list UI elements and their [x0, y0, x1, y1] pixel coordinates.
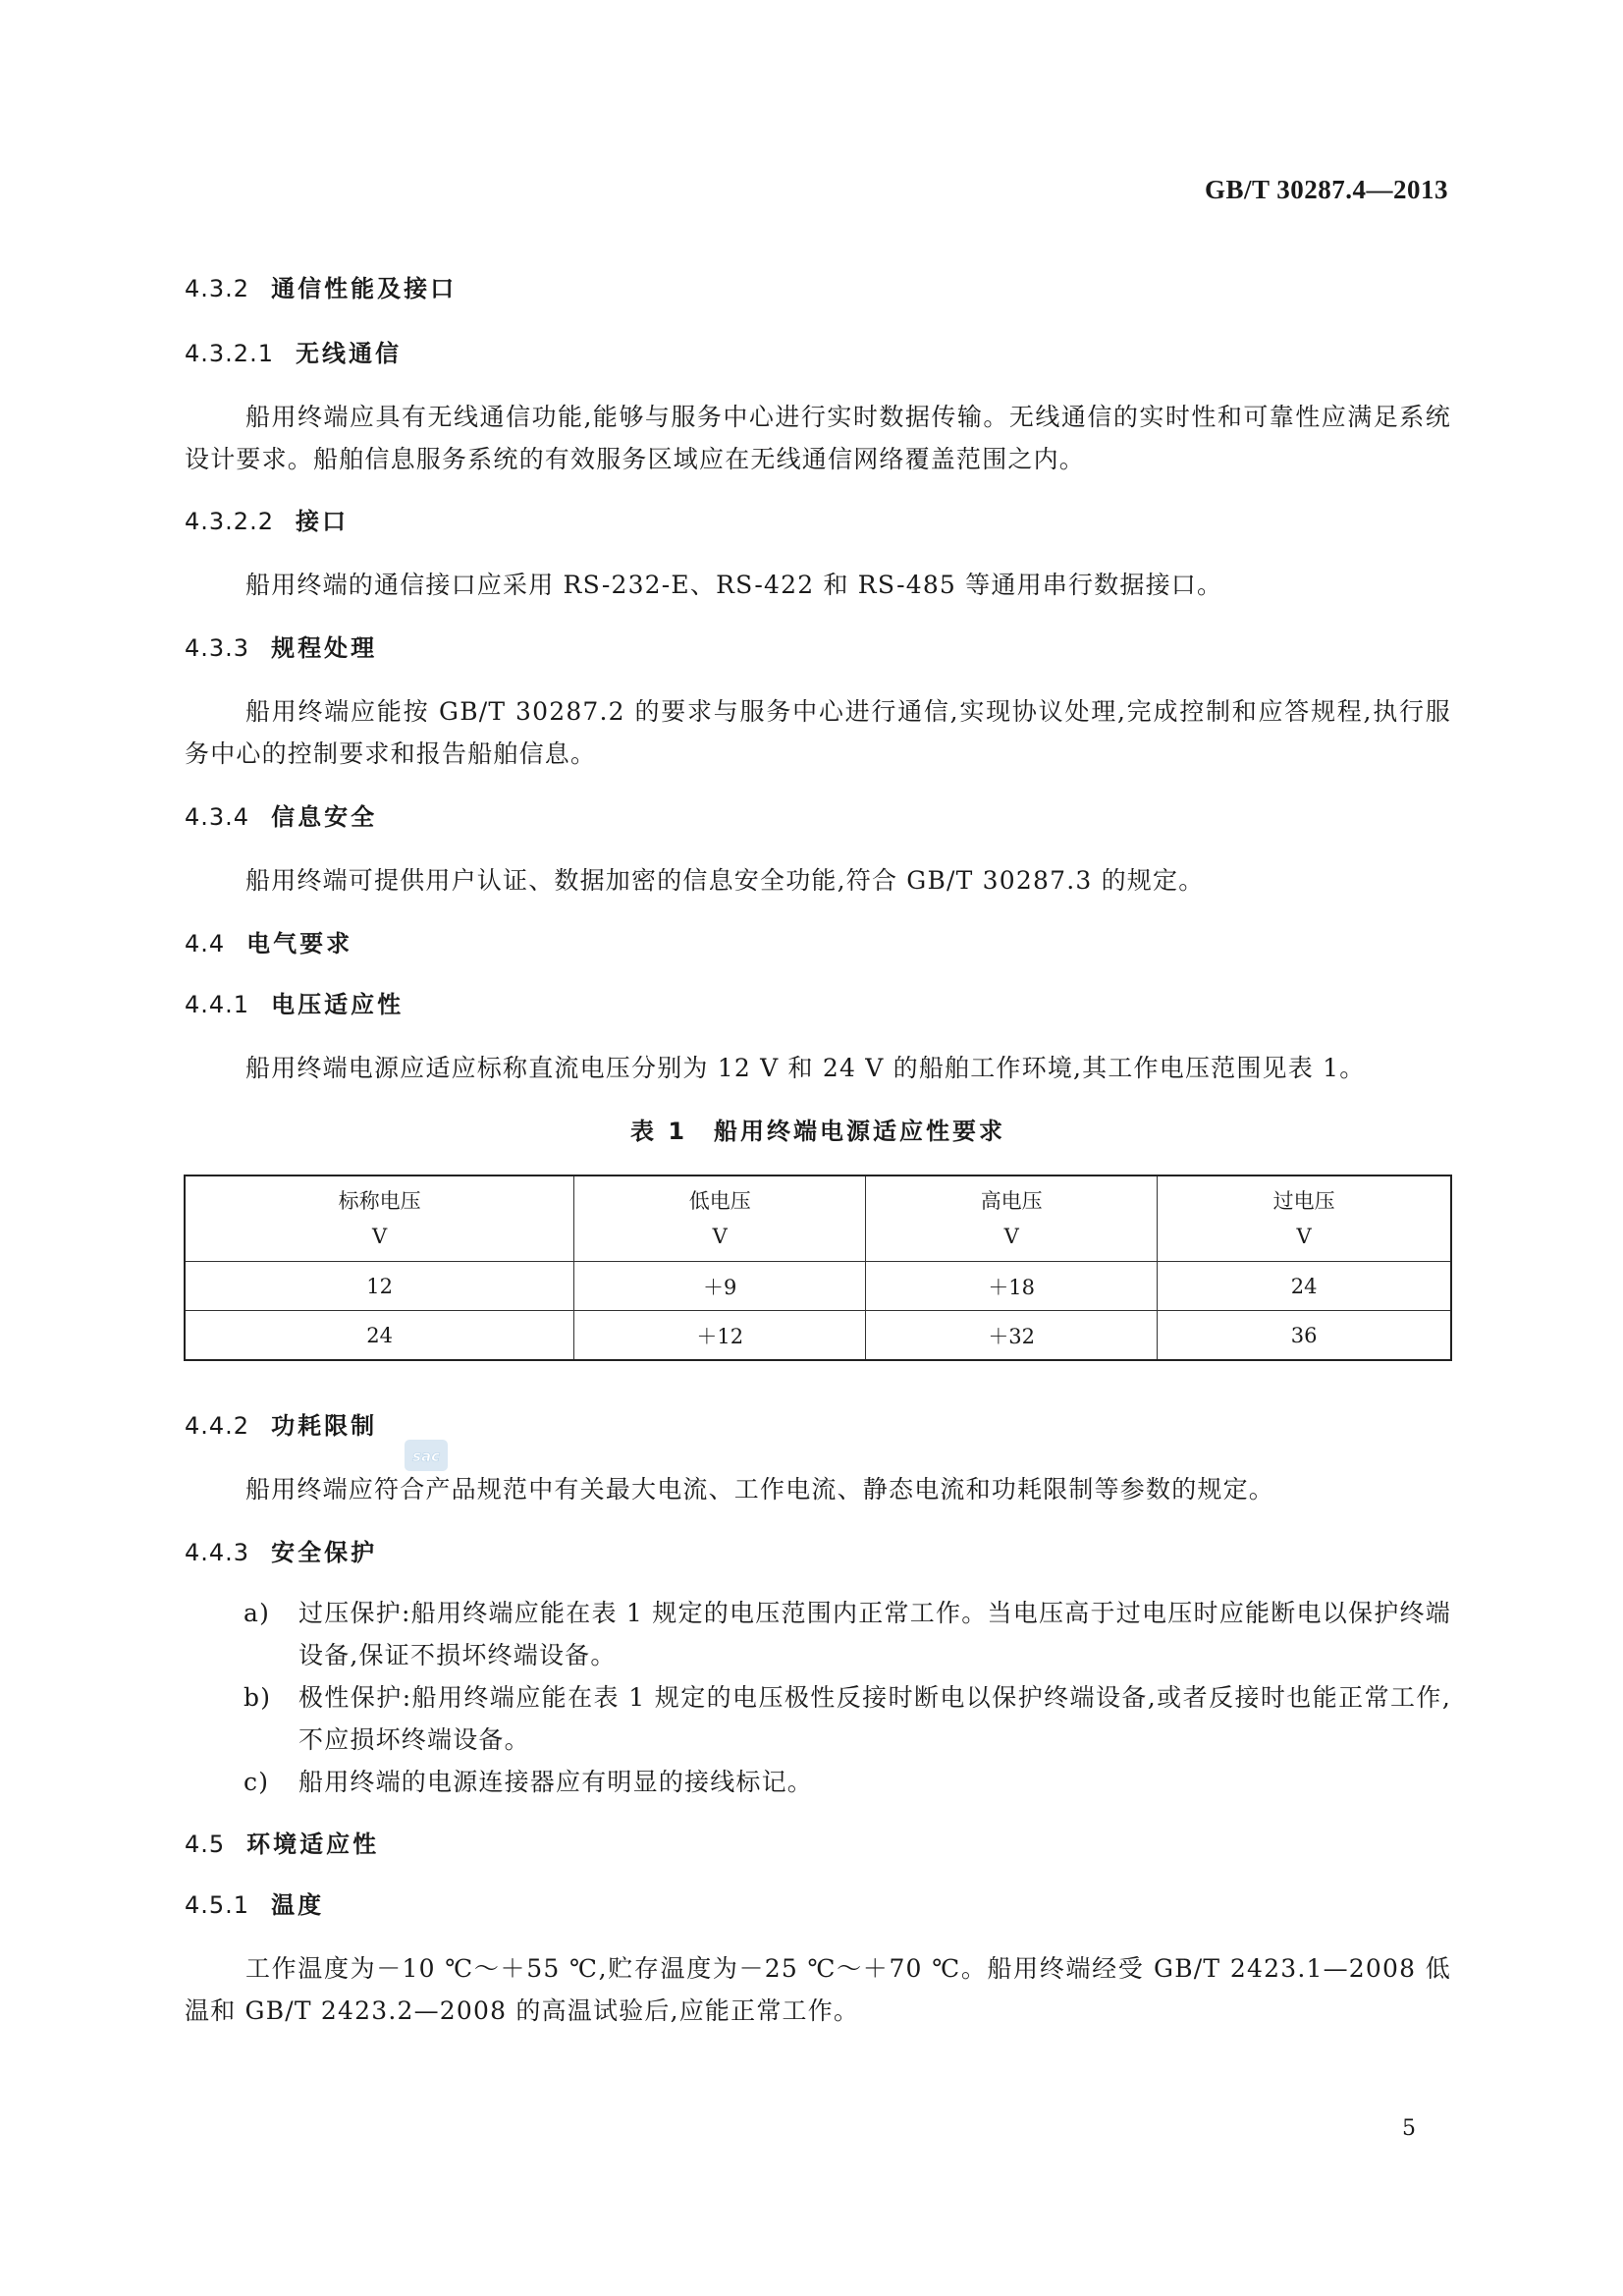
paragraph-voltage: 船用终端电源应适应标称直流电压分别为 12 V 和 24 V 的船舶工作环境,其工作电压范围见表 1。 [245, 1054, 1366, 1082]
paragraph-wireless: 船用终端应具有无线通信功能,能够与服务中心进行实时数据传输。无线通信的实时性和可靠性应满足系统设计要求。船舶信息服务系统的有效服务区域应在无线通信网络覆盖范围之内。 [185, 403, 1451, 473]
logo-text: sac [412, 1448, 440, 1465]
heading-4-5: 4.5 环境适应性 [185, 1831, 380, 1858]
table-cell: ＋9 [574, 1262, 866, 1311]
table-cell: 24 [1158, 1262, 1451, 1311]
table-header-cell: 过电压 V [1158, 1175, 1451, 1262]
table-cell: 24 [185, 1311, 574, 1361]
heading-4-3-4: 4.3.4 信息安全 [185, 803, 378, 831]
heading-4-3-2-1: 4.3.2.1 无线通信 [185, 340, 402, 367]
table-header-row [185, 1175, 1451, 1262]
heading-4-4-1: 4.4.1 电压适应性 [185, 991, 405, 1018]
table-cell: 36 [1158, 1311, 1451, 1361]
table-cell: ＋32 [866, 1311, 1158, 1361]
paragraph-security: 船用终端可提供用户认证、数据加密的信息安全功能,符合 GB/T 30287.3 的规定。 [245, 866, 1205, 895]
table-row [185, 1311, 1451, 1361]
heading-4-3-2-2: 4.3.2.2 接口 [185, 508, 349, 535]
table-caption: 表 1 船用终端电源适应性要求 [629, 1118, 1006, 1145]
table-cell: ＋12 [574, 1311, 866, 1361]
table-cell: ＋18 [866, 1262, 1158, 1311]
list-item: b) 极性保护:船用终端应能在表 1 规定的电压极性反接时断电以保护终端设备,或者反接时也能正常工作,不应损坏终端设备。 [243, 1683, 1451, 1754]
heading-4-4-2: 4.4.2 功耗限制 [185, 1412, 378, 1440]
standard-number: GB/T 30287.4—2013 [1204, 175, 1448, 204]
heading-4-5-1: 4.5.1 温度 [185, 1891, 325, 1919]
heading-4-4: 4.4 电气要求 [185, 930, 353, 957]
table-header-cell: 高电压 V [866, 1175, 1158, 1262]
paragraph-interface: 船用终端的通信接口应采用 RS-232-E、RS-422 和 RS-485 等通用串行数据接口。 [245, 571, 1223, 599]
table-row [185, 1262, 1451, 1311]
heading-4-4-3: 4.4.3 安全保护 [185, 1539, 378, 1566]
page-number: 5 [1402, 2116, 1416, 2141]
table-cell: 12 [185, 1262, 574, 1311]
sac-logo-icon [403, 1436, 450, 1475]
list-item: a) 过压保护:船用终端应能在表 1 规定的电压范围内正常工作。当电压高于过电压时应能断电以保护终端设备,保证不损坏终端设备。 [243, 1599, 1451, 1669]
protection-list [185, 1592, 1451, 1803]
paragraph-temperature: 工作温度为－10 ℃～＋55 ℃,贮存温度为－25 ℃～＋70 ℃。船用终端经受 GB/T 2423.1—2008 低温和 GB/T 2423.2—2008 的高温试验后,应能正常工作。 [185, 1954, 1451, 2025]
table-header-cell: 低电压 V [574, 1175, 866, 1262]
heading-4-3-2: 4.3.2 通信性能及接口 [185, 275, 458, 302]
paragraph-protocol: 船用终端应能按 GB/T 30287.2 的要求与服务中心进行通信,实现协议处理,完成控制和应答规程,执行服务中心的控制要求和报告船舶信息。 [185, 697, 1451, 768]
heading-4-3-3: 4.3.3 规程处理 [185, 634, 378, 662]
paragraph-power: 船用终端应符合产品规范中有关最大电流、工作电流、静态电流和功耗限制等参数的规定。 [245, 1475, 1275, 1503]
table-header-cell: 标称电压 V [185, 1175, 574, 1262]
document-body [185, 265, 1451, 2032]
voltage-table [184, 1175, 1452, 1361]
list-item: c) 船用终端的电源连接器应有明显的接线标记。 [243, 1768, 814, 1796]
